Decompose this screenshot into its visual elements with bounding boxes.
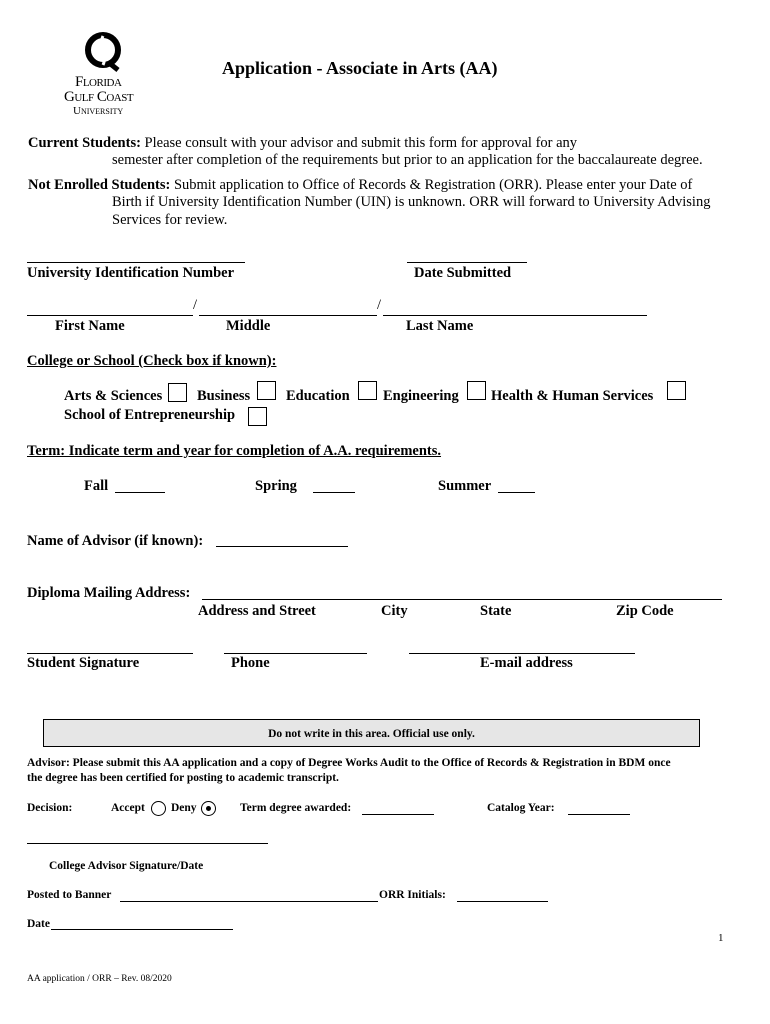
logo-line-1: Florida bbox=[75, 74, 122, 90]
term-awarded-field[interactable] bbox=[362, 814, 434, 815]
term-spring-field[interactable] bbox=[313, 492, 355, 493]
not-enrolled-text-2: Birth if University Identification Number (UIN) is unknown. ORR will forward to University Advising bbox=[112, 194, 711, 210]
name-slash-2: / bbox=[377, 297, 382, 313]
mailing-address-field[interactable] bbox=[202, 599, 722, 600]
first-name-field[interactable] bbox=[27, 315, 193, 316]
middle-name-field[interactable] bbox=[199, 315, 377, 316]
college-option-label: Health & Human Services bbox=[491, 388, 654, 404]
catalog-year-label: Catalog Year: bbox=[487, 802, 555, 814]
middle-name-label: Middle bbox=[226, 318, 271, 334]
page-title: Application - Associate in Arts (AA) bbox=[222, 58, 498, 78]
advisor-note-1: Advisor: Please submit this AA application and a copy of Degree Works Audit to the Office of Records & Registration in BDM once bbox=[27, 757, 671, 769]
college-advisor-signature-label: College Advisor Signature/Date bbox=[49, 860, 204, 872]
advisor-name-field[interactable] bbox=[216, 546, 348, 547]
term-heading: Term: Indicate term and year for completion of A.A. requirements. bbox=[27, 443, 442, 459]
orr-initials-label: ORR Initials: bbox=[379, 889, 446, 901]
official-use-banner bbox=[43, 719, 700, 747]
phone-label: Phone bbox=[231, 655, 270, 671]
orr-initials-field[interactable] bbox=[457, 901, 548, 902]
logo-emblem-icon bbox=[58, 32, 158, 72]
uin-label: University Identification Number bbox=[27, 265, 235, 281]
footer-revision: AA application / ORR – Rev. 08/2020 bbox=[27, 974, 172, 984]
current-students-text: Please consult with your advisor and submit this form for approval for any bbox=[144, 135, 578, 151]
checkbox-arts-sciences[interactable] bbox=[168, 383, 187, 402]
college-option-label: School of Entrepreneurship bbox=[64, 407, 236, 423]
checkbox-business[interactable] bbox=[257, 381, 276, 400]
advisor-name-label: Name of Advisor (if known): bbox=[27, 533, 204, 549]
college-advisor-signature-field[interactable] bbox=[27, 843, 268, 844]
date-submitted-label: Date Submitted bbox=[414, 265, 512, 281]
email-field[interactable] bbox=[409, 653, 635, 654]
decision-label: Decision: bbox=[27, 802, 73, 814]
deny-label: Deny bbox=[171, 802, 197, 814]
deny-radio[interactable] bbox=[201, 801, 216, 816]
address-zip-label: Zip Code bbox=[616, 603, 674, 619]
college-option-label: Engineering bbox=[383, 388, 459, 404]
college-heading: College or School (Check box if known): bbox=[27, 353, 277, 369]
current-students-label: Current Students: bbox=[28, 135, 141, 151]
logo-line-2: Gulf Coast bbox=[64, 89, 134, 105]
last-name-field[interactable] bbox=[383, 315, 647, 316]
checkbox-health-human-services[interactable] bbox=[667, 381, 686, 400]
term-fall-field[interactable] bbox=[115, 492, 165, 493]
not-enrolled-text: Submit application to Office of Records & Registration (ORR). Please enter your Date of bbox=[173, 177, 693, 193]
address-state-label: State bbox=[480, 603, 512, 619]
term-summer-field[interactable] bbox=[498, 492, 535, 493]
student-signature-label: Student Signature bbox=[27, 655, 140, 671]
checkbox-entrepreneurship[interactable] bbox=[248, 407, 267, 426]
student-signature-field[interactable] bbox=[27, 653, 193, 654]
uin-field[interactable] bbox=[27, 262, 245, 263]
current-students-text-2: semester after completion of the requirements but prior to an application for the baccalaureate degree. bbox=[112, 152, 703, 168]
term-summer-label: Summer bbox=[438, 478, 492, 494]
term-fall-label: Fall bbox=[84, 478, 109, 494]
current-students-line bbox=[28, 135, 577, 152]
email-label: E-mail address bbox=[480, 655, 573, 671]
checkbox-education[interactable] bbox=[358, 381, 377, 400]
date-submitted-field[interactable] bbox=[407, 262, 527, 263]
college-option-label: Education bbox=[286, 388, 350, 404]
address-street-label: Address and Street bbox=[198, 603, 316, 619]
first-name-label: First Name bbox=[55, 318, 125, 334]
not-enrolled-line bbox=[28, 177, 692, 194]
term-spring-label: Spring bbox=[255, 478, 297, 494]
not-enrolled-text-3: Services for review. bbox=[112, 212, 228, 228]
catalog-year-field[interactable] bbox=[568, 814, 630, 815]
mailing-address-label: Diploma Mailing Address: bbox=[27, 585, 191, 601]
accept-label: Accept bbox=[111, 802, 145, 814]
name-slash-1: / bbox=[193, 297, 198, 313]
page-number: 1 bbox=[718, 932, 724, 944]
checkbox-engineering[interactable] bbox=[467, 381, 486, 400]
college-option-label: Business bbox=[197, 388, 251, 404]
accept-radio[interactable] bbox=[151, 801, 166, 816]
posted-to-banner-field[interactable] bbox=[120, 901, 378, 902]
official-use-banner-text: Do not write in this area. Official use only. bbox=[268, 728, 475, 740]
date-field[interactable] bbox=[51, 929, 233, 930]
last-name-label: Last Name bbox=[406, 318, 474, 334]
advisor-note-2: the degree has been certified for posting to academic transcript. bbox=[27, 772, 339, 784]
college-option-label: Arts & Sciences bbox=[64, 388, 163, 404]
logo-line-3: University bbox=[73, 105, 124, 117]
fgcu-logo bbox=[58, 32, 158, 122]
not-enrolled-label: Not Enrolled Students: bbox=[28, 177, 171, 193]
date-label: Date bbox=[27, 918, 50, 930]
address-city-label: City bbox=[381, 603, 408, 619]
phone-field[interactable] bbox=[224, 653, 367, 654]
posted-to-banner-label: Posted to Banner bbox=[27, 889, 112, 901]
term-awarded-label: Term degree awarded: bbox=[240, 802, 352, 814]
